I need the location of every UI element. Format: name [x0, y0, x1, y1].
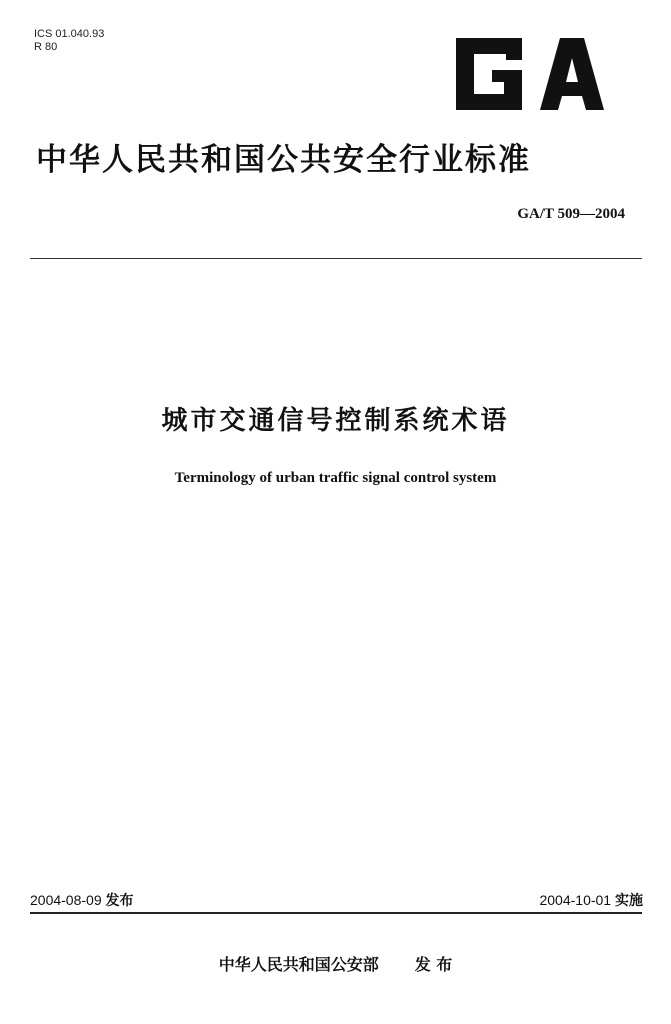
- header-divider: [30, 258, 642, 259]
- implementation-label: 实施: [615, 893, 643, 909]
- ics-code: ICS 01.040.93: [34, 28, 105, 40]
- publisher-line: [0, 952, 671, 975]
- footer-divider: [30, 912, 642, 914]
- publisher-name: 中华人民共和国公安部: [218, 955, 379, 974]
- classification-code: R 80: [34, 41, 58, 53]
- issue-label: 发布: [105, 893, 134, 909]
- publisher-action: 发 布: [414, 955, 453, 974]
- classification-block: [34, 28, 104, 54]
- issue-date-line: [30, 890, 134, 910]
- issue-date: 2004-08-09: [30, 892, 102, 908]
- organization-title: 中华人民共和国公共安全行业标准: [36, 142, 531, 178]
- implementation-date-line: [539, 890, 643, 910]
- implementation-date: 2004-10-01: [539, 892, 612, 908]
- ga-logo: [456, 38, 604, 110]
- document-title-chinese: 城市交通信号控制系统术语: [161, 406, 510, 436]
- standard-number: GA/T 509—2004: [517, 206, 625, 222]
- document-title-english: Terminology of urban traffic signal control system: [174, 470, 497, 486]
